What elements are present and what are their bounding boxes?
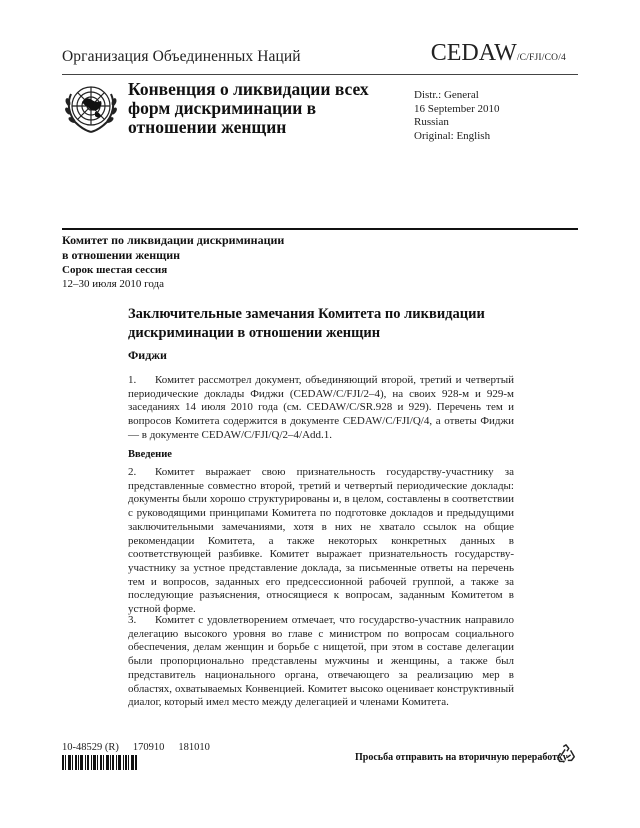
paragraph-number: 3. xyxy=(128,614,137,626)
convention-title-line: Конвенция о ликвидации всех xyxy=(128,79,369,99)
distribution-info xyxy=(414,89,500,143)
symbol-main: CEDAW xyxy=(430,40,517,66)
recycle-icon xyxy=(555,743,577,765)
paragraph-text: Комитет с удовлетворением отмечает, что государство-участник направило делегацию высокого уровня во главе с министром по вопросам социального обеспечения, делам женщин и борьбе с нищетой, при этом в составе делегации были пропорционально представлены мужчины и женщины, а также был представитель национального органа, отвечающего за реализацию мер в областях, охватываемых Конвенцией. Комитет высоко оценивает конструктивный диалог, который имел место между делегацией и членами Комитета. xyxy=(128,614,514,709)
paragraph-text: Комитет выражает свою признательность государству-участнику за представленные совместно второй, третий и четвертый периодические доклады: документы были хорошо структурированы и, в целом, составлены в соответствии с руководящими принципами Комитета по подготовке докладов и предыдущими заключительными замечаниями, хотя в них не хватало ссылок на общие рекомендации Комитета, а также некоторых конкретных данных в соответствующей разбивке. Комитет выражает признательность государству-участнику за устное представление доклада, за письменные ответы на перечень тем и вопросов, заданных его предсессионной рабочей группой, а также за последующие разъяснения, относящиеся к вопросам, заданным Комитетом в устной форме. xyxy=(128,466,514,616)
convention-title xyxy=(128,80,369,137)
un-emblem-icon xyxy=(62,80,120,136)
header-rule xyxy=(62,74,578,75)
paragraph-number: 1. xyxy=(128,374,137,386)
convention-title-line: форм дискриминации в xyxy=(128,98,317,118)
document-title-line: дискриминации в отношении женщин xyxy=(128,325,381,341)
organization-name: Организация Объединенных Наций xyxy=(62,48,301,65)
barcode-icon xyxy=(62,755,157,770)
committee-block xyxy=(62,233,284,291)
document-title xyxy=(128,305,528,343)
intro-heading: Введение xyxy=(128,449,172,460)
footer-doc-number: 10-48529 (R) xyxy=(62,742,119,753)
convention-title-line: отношении женщин xyxy=(128,117,287,137)
distr-date: 16 September 2010 xyxy=(414,102,500,115)
section-rule xyxy=(62,228,578,230)
distr-status: Distr.: General xyxy=(414,89,479,101)
committee-name-line1: Комитет по ликвидации дискриминации xyxy=(62,233,285,247)
distr-language: Russian xyxy=(414,116,449,128)
paragraph-1 xyxy=(128,374,514,443)
paragraph-3 xyxy=(128,614,514,710)
committee-dates: 12–30 июля 2010 года xyxy=(62,278,165,290)
footer-date1: 170910 xyxy=(132,742,165,753)
document-symbol xyxy=(431,40,566,67)
symbol-suffix: /C/FJI/CO/4 xyxy=(516,53,566,63)
committee-name-line2: в отношении женщин xyxy=(62,248,181,262)
distr-original: Original: English xyxy=(414,129,491,142)
paragraph-text: Комитет рассмотрел документ, объединяющий второй, третий и четвертый периодические доклады Фиджи (CEDAW/C/FJI/2–4), на своих 928-м и 929-м заседаниях 14 июля 2010 года (см. CEDAW/C/SR.928 и 929). Перечень тем и вопросов Комитета содержится в документе CEDAW/C/FJI/Q/4, а ответы Фиджи — в документе CEDAW/C/FJI/Q/2–4/Add.1. xyxy=(128,374,514,441)
paragraph-number: 2. xyxy=(128,466,137,478)
paragraph-2 xyxy=(128,466,514,617)
footer-date2: 181010 xyxy=(178,742,210,753)
committee-session: Сорок шестая сессия xyxy=(62,264,168,276)
country-heading: Фиджи xyxy=(128,348,167,362)
footer-doc-code xyxy=(62,742,224,753)
recycle-note: Просьба отправить на вторичную переработку xyxy=(355,752,568,763)
document-title-line: Заключительные замечания Комитета по ликвидации xyxy=(128,306,485,322)
